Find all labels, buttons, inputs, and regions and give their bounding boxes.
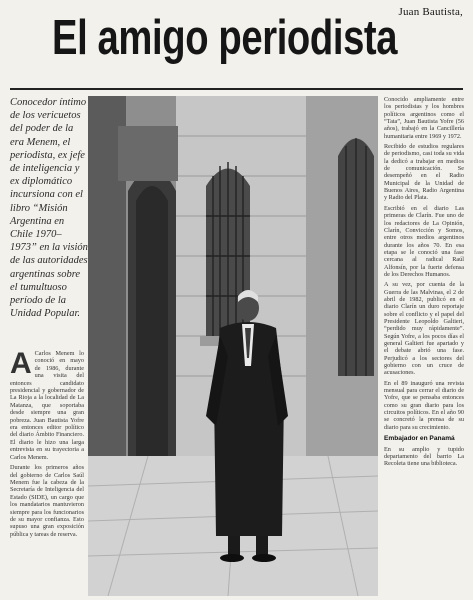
- subhead: Embajador en Panamá: [384, 435, 455, 443]
- headline: El amigo periodista: [52, 11, 398, 65]
- lead-paragraph-1: A Carlos Menem lo conoció en mayo de 1986, durante una visita del entonces candidato presidencial y gobernador de La Rioja a la localidad de La Matanza, que soportaba desde siempre una gran pobreza. Juan Bautista Yofre era entonces editor político del diario Ámbito Financiero. El diario le hizo una larga entrevista en su trayectoria a Carlos Menem.: [10, 350, 84, 461]
- headline-rule: [10, 88, 463, 90]
- photo: [88, 96, 378, 596]
- kicker: Juan Bautista,: [398, 6, 463, 18]
- lead-paragraph-2: Durante los primeros años del gobierno de Carlos Saúl Menem fue la cabeza de la Secretaría de Inteligencia del Estado (SIDE), un cargo que los mandatarios mantuvieron siempre para los funcionarios de su mayor confianza. Esto supuso una gran exposición pública y tareas de reserva.: [10, 464, 84, 538]
- right-paragraph-1: Conocido ampliamente entre los periodistas y los hombres políticos argentinos como el “Tata”, Juan Bautista Yofre (56 años), trabajó en la Cancillería humanitaria entre 1969 y 1972.: [384, 96, 464, 140]
- right-paragraph-4: A su vez, por cuenta de la Guerra de las Malvinas, el 2 de abril de 1982, publicó en el diario Clarín un duro reportaje sobre el conflicto y el papel del Presidente Leopoldo Galtieri, “perdido muy rápidamente”. Según Yofre, a los pocos días el general Galtieri fue apartado y el debate abrió una fase. Perjudicó a los sectores del gobierno con un cruce de acusaciones.: [384, 281, 464, 377]
- deck: Conocedor íntimo de los vericuetos del poder de la era Menem, el periodista, ex jefe de inteligencia y ex diplomático incursiona con el libro “Misión Argentina en Chile 1970–1973” en la visión de las autoridades argentinas sobre el tumultuoso período de la Unidad Popular.: [10, 97, 88, 320]
- dropcap: A: [10, 350, 32, 380]
- right-paragraph-3: Escribió en el diario Las primeras de Clarín. Fue uno de los redactores de La Opinión, Clarín, Convicción y Somos, entre otros medios argentinos durante los años 70. En esa etapa se le conoció una fase cercana al radical Raúl Alfonsín, por la fuerte defensa de los Derechos Humanos.: [384, 204, 464, 278]
- right-paragraph-2: Recibido de estudios regulares de periodismo, casi toda su vida la dedicó a trabajar en medios de comunicación. Se desempeñó en el Radio Municipal de la Unidad de Buenos Aires, Radio Argentina y Radio del Plata.: [384, 143, 464, 202]
- lead-text: [10, 350, 84, 594]
- subhead-paragraph: En su amplio y tupido departamento del barrio La Recoleta tiene una biblioteca.: [384, 445, 464, 468]
- right-paragraph-5: En el 89 inauguró una revista mensual para cerrar el diario de Yofre, que se pensaba entonces como su gran diario para los circuitos políticos. En el año 90 se concretó la prensa de su diario para su crecimiento.: [384, 379, 464, 431]
- right-column: [384, 96, 464, 596]
